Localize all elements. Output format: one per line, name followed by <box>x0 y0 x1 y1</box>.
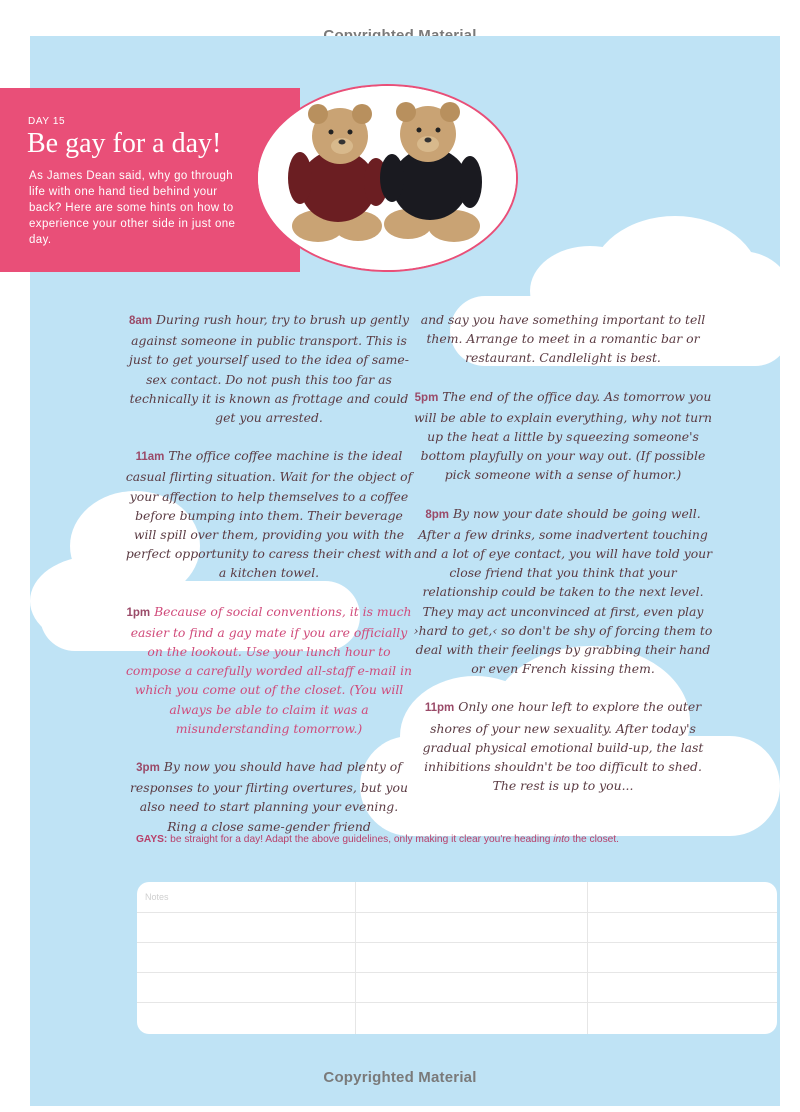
entry-time: 5pm <box>414 391 439 404</box>
schedule-entry-continued <box>413 310 713 368</box>
notes-label: Notes <box>145 892 169 902</box>
entry-time: 3pm <box>136 762 160 775</box>
entry-time: 1pm <box>126 606 151 619</box>
schedule-column-right <box>413 310 713 814</box>
entry-time: 11am <box>135 451 165 464</box>
schedule-column-left <box>124 310 414 855</box>
gays-label: GAYS: <box>136 834 168 845</box>
gays-text-after: the closet. <box>572 834 619 845</box>
entry-text: Because of social conventions, it is much easier to find a gay mate if you are officially on the lookout. Use your lunch hour to compose a carefully worded all-staff e-mail in which you come out of the closet. (You will always be able to claim it was a misunderstanding tomorrow.) <box>125 603 413 736</box>
notes-divider <box>587 882 588 1034</box>
schedule-entry <box>124 446 414 582</box>
entry-time: 11pm <box>424 702 455 715</box>
teddy-bears-photo <box>256 84 518 272</box>
page-title: Be gay for a day! <box>27 128 222 159</box>
notes-rule <box>137 972 777 973</box>
entry-text: During rush hour, try to brush up gently against someone in public transport. This is just to get yourself used to the idea of same-sex contact. Do not push this too far as technically it is known as frottage and could get you arrested. <box>129 312 410 426</box>
entry-text: The end of the office day. As tomorrow you will be able to explain everything, why not turn up the heat a little by squeezing someone's bottom playfully on your way out. (If possible pick someone with a sense of humor.) <box>413 388 713 483</box>
teddy-bears-illustration <box>258 86 516 270</box>
notes-rule <box>137 942 777 943</box>
entry-text: By now your date should be going well. After a few drinks, some inadvertent touching and a lot of eye contact, you will have told your close friend that you think that your relationship could be taken to the next level. They may act unconvinced at first, even play ›hard to get,‹ so don't be shy of forcing them to deal with their feelings by grabbing their hand or even French kissing them. <box>413 505 713 677</box>
entry-text: The office coffee machine is the ideal casual flirting situation. Wait for the object of your affection to help themselves to a coffee before bumping into them. Their beverage will spill over them, providing you with the perfect opportunity to caress their chest with a kitchen towel. <box>125 448 413 581</box>
day-label: DAY 15 <box>28 116 66 127</box>
schedule-entry <box>124 602 414 738</box>
intro-text: As James Dean said, why go through life with one hand tied behind your back? Here are some hints on how to experience your other side in just one day. <box>29 170 236 246</box>
entry-text: and say you have something important to tell them. Arrange to meet in a romantic bar or restaurant. Candlelight is best. <box>420 312 706 366</box>
notes-rule <box>137 912 777 913</box>
gays-note <box>136 834 756 845</box>
schedule-entry <box>413 697 713 795</box>
schedule-entry <box>124 757 414 836</box>
schedule-entry <box>124 310 414 427</box>
schedule-entry <box>413 504 713 679</box>
notes-divider <box>355 882 356 1034</box>
notes-rule <box>137 1002 777 1003</box>
gays-emphasis: into <box>553 834 570 845</box>
entry-text: Only one hour left to explore the outer shores of your new sexuality. After today's gradual physical emotional build-up, the last inhibitions shouldn't be too difficult to shed. The rest is up to you... <box>422 699 704 794</box>
gays-text-before: be straight for a day! Adapt the above guidelines, only making it clear you're heading <box>170 834 551 845</box>
entry-text: By now you should have had plenty of responses to your flirting overtures, but you also need to start planning your evening. Ring a close same-gender friend <box>129 759 409 834</box>
day-banner <box>0 88 300 272</box>
schedule-entry <box>413 387 713 485</box>
entry-time: 8am <box>128 315 152 327</box>
copyright-bottom: Copyrighted Material <box>323 1069 477 1086</box>
notes-box[interactable] <box>137 882 777 1034</box>
entry-time: 8pm <box>425 508 449 521</box>
